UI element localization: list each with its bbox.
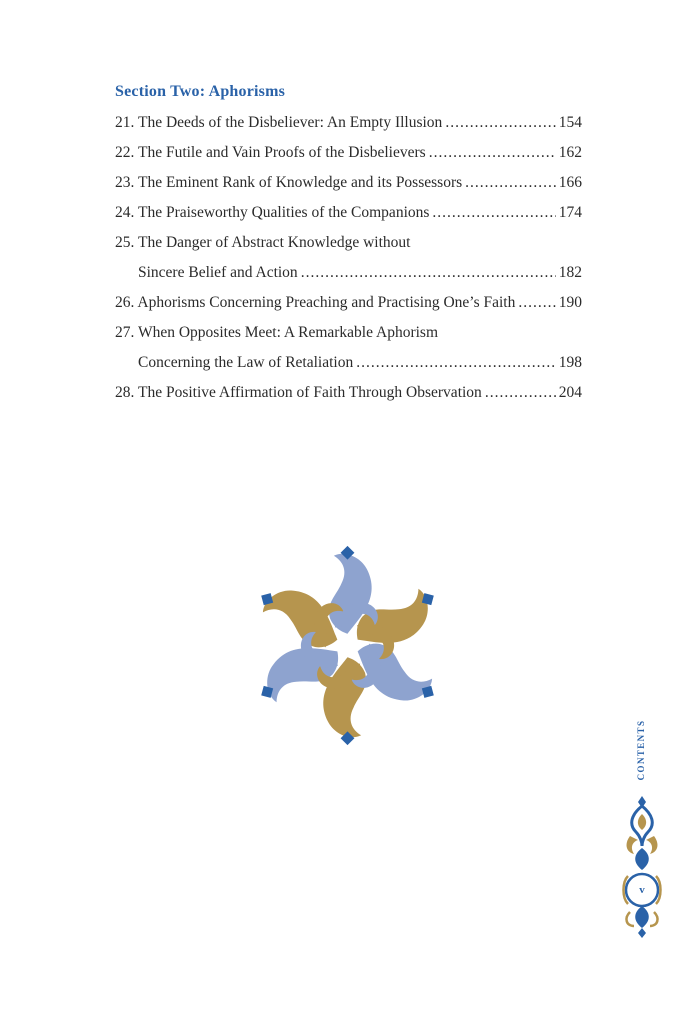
side-label-text: CONTENTS — [636, 719, 646, 781]
toc-entry-title: 23. The Eminent Rank of Knowledge and its Possessors — [115, 174, 463, 191]
toc-entry-27-line-1[interactable] — [115, 318, 582, 348]
toc-page-number: 162 — [558, 144, 582, 161]
toc-page-number: 198 — [558, 354, 582, 371]
dot-leader — [432, 204, 555, 222]
toc-entry-22[interactable] — [115, 138, 582, 168]
toc-entry-title: 28. The Positive Affirmation of Faith Through Observation — [115, 384, 482, 401]
toc-page-number: 174 — [558, 204, 582, 221]
rosette-petals — [256, 554, 439, 738]
toc-entry-title-continued: Sincere Belief and Action — [138, 264, 298, 281]
toc-page-number: 154 — [558, 114, 582, 131]
toc-entry-25-line-2[interactable] — [115, 258, 582, 288]
dot-leader — [485, 384, 556, 402]
side-contents-label — [631, 705, 651, 795]
toc-entry-title: 25. The Danger of Abstract Knowledge without — [115, 234, 411, 251]
toc-entry-title: 22. The Futile and Vain Proofs of the Disbelievers — [115, 144, 426, 161]
toc-entry-title-continued: Concerning the Law of Retaliation — [138, 354, 354, 371]
toc-entry-title: 26. Aphorisms Concerning Preaching and Practising One’s Faith — [115, 294, 516, 311]
toc-page-number: 182 — [558, 264, 582, 281]
toc-entry-25-line-1[interactable] — [115, 228, 582, 258]
dot-leader — [518, 294, 555, 312]
toc-entry-28[interactable] — [115, 378, 582, 408]
toc-entry-26[interactable] — [115, 288, 582, 318]
table-of-contents — [115, 108, 582, 408]
toc-entry-21[interactable] — [115, 108, 582, 138]
page-number: v — [639, 884, 645, 896]
dot-leader — [429, 144, 556, 162]
dot-leader — [445, 114, 555, 132]
toc-page-number: 204 — [558, 384, 582, 401]
toc-entry-24[interactable] — [115, 198, 582, 228]
toc-entry-23[interactable] — [115, 168, 582, 198]
toc-entry-27-line-2[interactable] — [115, 348, 582, 378]
toc-entry-title: 21. The Deeds of the Disbeliever: An Empty Illusion — [115, 114, 443, 131]
dot-leader — [356, 354, 556, 372]
dot-leader — [301, 264, 556, 282]
toc-page-number: 190 — [558, 294, 582, 311]
dot-leader — [465, 174, 556, 192]
section-title: Section Two: Aphorisms — [115, 83, 286, 100]
side-ornament-icon — [620, 792, 664, 940]
rosette-ornament-icon — [240, 543, 455, 748]
toc-entry-title: 27. When Opposites Meet: A Remarkable Aphorism — [115, 324, 439, 341]
toc-page-number: 166 — [558, 174, 582, 191]
toc-entry-title: 24. The Praiseworthy Qualities of the Companions — [115, 204, 430, 221]
